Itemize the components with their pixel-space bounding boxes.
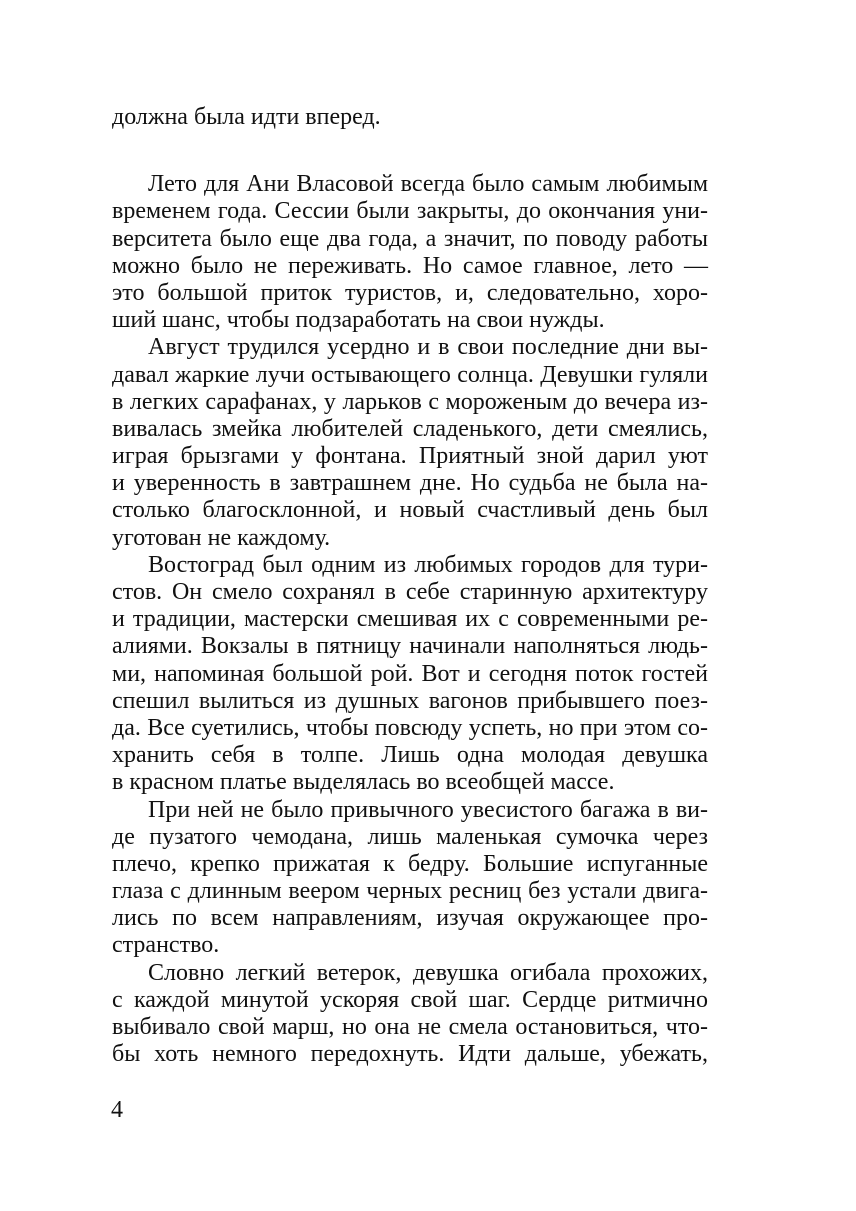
paragraph — [112, 171, 708, 334]
paragraph-continuation — [112, 104, 708, 131]
paragraph — [112, 552, 708, 797]
paragraph — [112, 960, 708, 1069]
text-line: ми, напоминая большой рой. Вот и сегодня поток гостей — [112, 660, 708, 687]
text-line: временем года. Сессии были закрыты, до окончания уни- — [112, 198, 708, 225]
paragraph — [112, 797, 708, 960]
text-line: лись по всем направлениям, изучая окружающее про- — [112, 905, 708, 932]
text-line: играя брызгами у фонтана. Приятный зной дарил уют — [112, 443, 708, 470]
text-line: и традиции, мастерски смешивая их с современными ре- — [112, 606, 708, 633]
text-line: должна была идти вперед. — [112, 104, 381, 130]
text-line: спешил вылиться из душных вагонов прибывшего поез- — [112, 687, 708, 714]
text-line: столько благосклонной, и новый счастливый день был — [112, 497, 708, 524]
text-line: Лето для Ани Власовой всегда было самым любимым — [148, 171, 708, 198]
page-number: 4 — [111, 1097, 123, 1123]
text-line: плечо, крепко прижатая к бедру. Большие испуганные — [112, 850, 708, 877]
text-line: выбивало свой марш, но она не смела остановиться, что- — [112, 1014, 708, 1040]
text-line: де пузатого чемодана, лишь маленькая сумочка через — [112, 823, 708, 850]
body-text — [112, 104, 708, 1068]
text-line: и уверенность в завтрашнем дне. Но судьба не была на- — [112, 470, 708, 497]
paragraph — [112, 334, 708, 552]
text-line: Август трудился усердно и в свои последние дни вы- — [148, 334, 708, 361]
text-line: с каждой минутой ускоряя свой шаг. Сердце ритмично — [112, 986, 708, 1013]
text-line: вивалась змейка любителей сладенького, дети смеялись, — [112, 415, 708, 442]
text-line: бы хоть немного передохнуть. Идти дальше, убежать, — [112, 1041, 708, 1068]
text-line: в красном платье выделялась во всеобщей массе. — [112, 769, 615, 796]
text-line: Востоград был одним из любимых городов для тури- — [148, 551, 708, 578]
text-line: стов. Он смело сохранял в себе старинную архитектуру — [112, 579, 708, 605]
text-line: уготован не каждому. — [112, 524, 331, 551]
text-line: верситета было еще два года, а значит, по поводу работы — [112, 225, 708, 252]
text-line: При ней не было привычного увесистого багажа в ви- — [148, 796, 708, 823]
text-line: давал жаркие лучи остывающего солнца. Девушки гуляли — [112, 361, 708, 388]
text-line: Словно легкий ветерок, девушка огибала прохожих, — [148, 959, 708, 986]
text-line: ший шанс, чтобы подзаработать на свои нужды. — [112, 307, 605, 334]
text-line: алиями. Вокзалы в пятницу начинали наполняться людь- — [112, 633, 708, 660]
text-line: глаза с длинным веером черных ресниц без устали двига- — [112, 878, 708, 905]
text-line: в легких сарафанах, у ларьков с мороженым до вечера из- — [112, 388, 708, 415]
text-line: это большой приток туристов, и, следовательно, хоро- — [112, 279, 708, 306]
text-line: хранить себя в толпе. Лишь одна молодая девушка — [112, 742, 708, 769]
text-line: да. Все суетились, чтобы повсюду успеть, но при этом со- — [112, 714, 708, 741]
text-line: можно было не переживать. Но самое главное, лето — — [112, 252, 708, 279]
text-line: странство. — [112, 932, 220, 959]
